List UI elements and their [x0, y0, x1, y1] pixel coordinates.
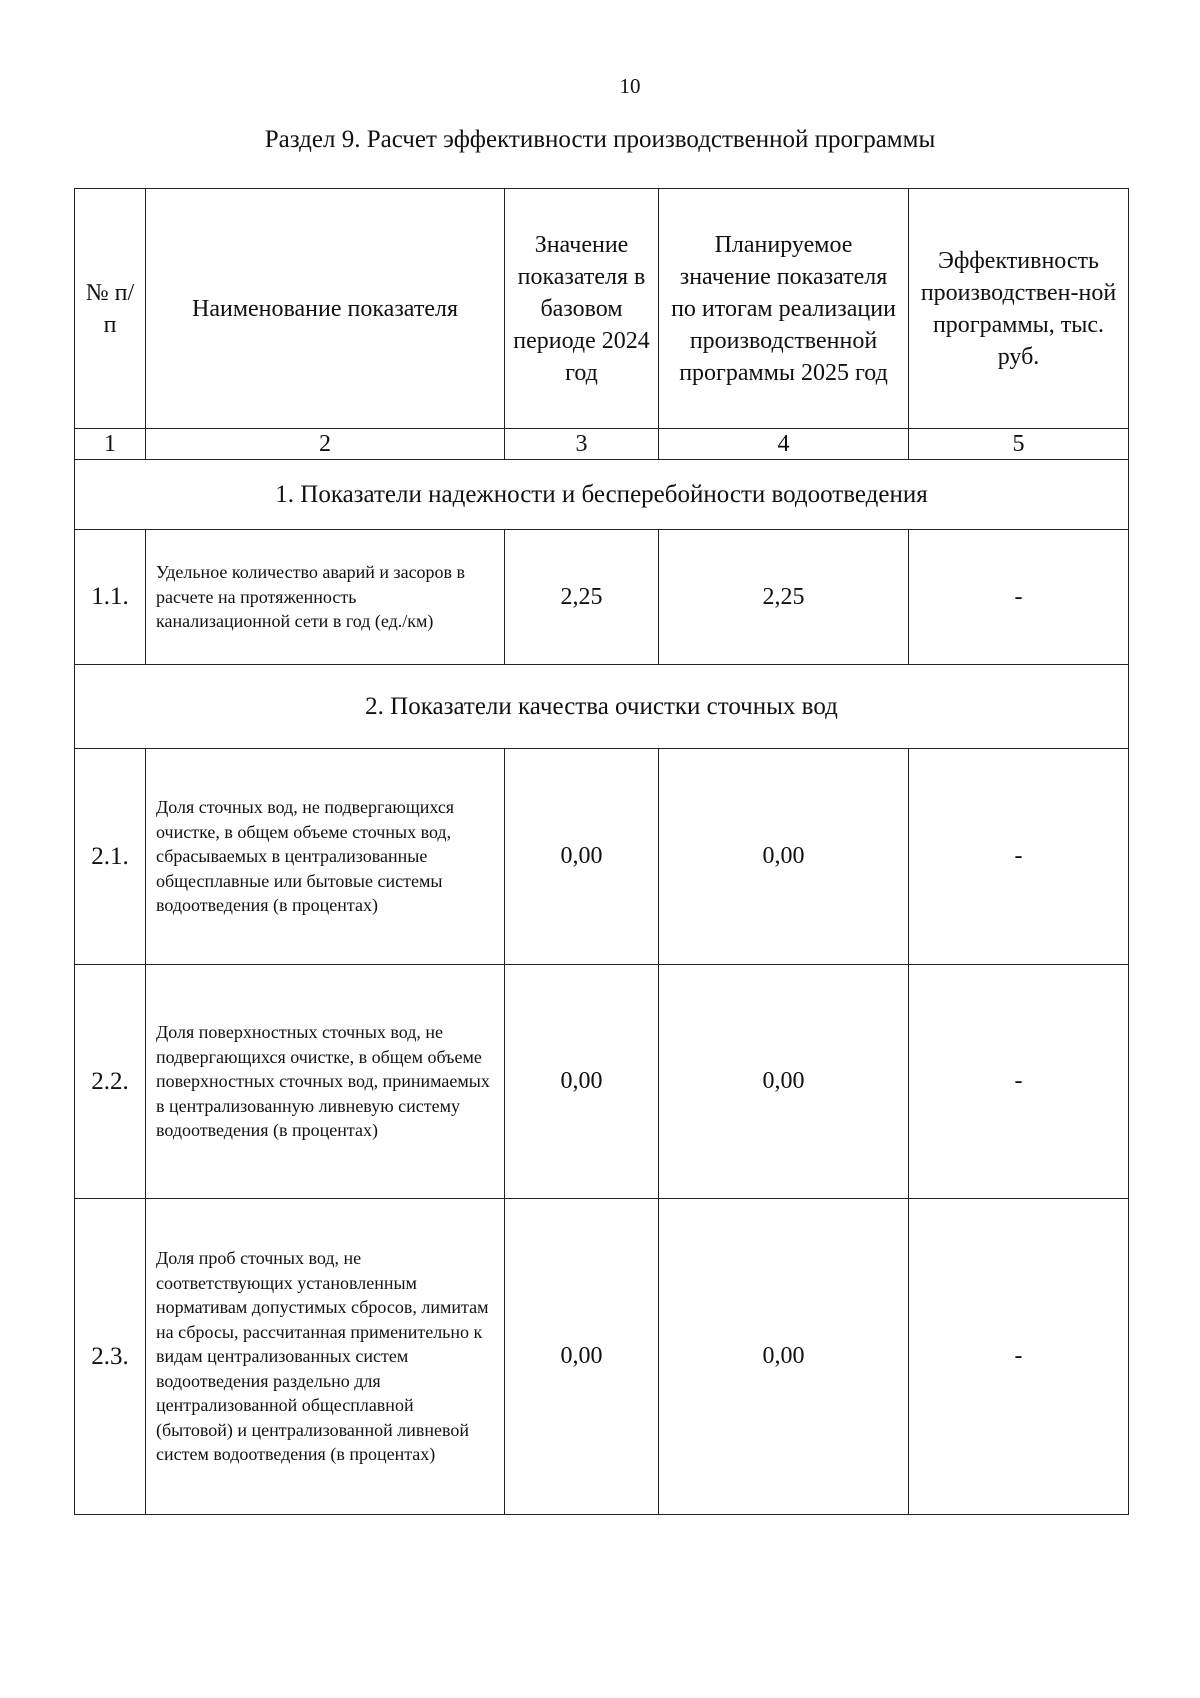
base-value: 2,25	[505, 530, 659, 665]
planned-value: 0,00	[659, 1199, 909, 1515]
column-number: 3	[505, 429, 659, 460]
efficiency-value: -	[909, 1199, 1129, 1515]
header-base-value: Значение показателя в базовом периоде 2024 год	[505, 189, 659, 429]
indicator-name: Удельное количество аварий и засоров в расчете на протяженность канализационной сети в год (ед./км)	[146, 530, 505, 665]
table-row	[75, 1199, 1129, 1515]
indicator-name: Доля сточных вод, не подвергающихся очистке, в общем объеме сточных вод, сбрасываемых в централизованные общесплавные или бытовые системы водоотведения (в процентах)	[146, 749, 505, 965]
row-index: 2.2.	[75, 965, 146, 1199]
header-efficiency: Эффективность производствен-ной программы, тыс. руб.	[909, 189, 1129, 429]
planned-value: 0,00	[659, 965, 909, 1199]
base-value: 0,00	[505, 1199, 659, 1515]
efficiency-value: -	[909, 965, 1129, 1199]
indicator-name: Доля проб сточных вод, не соответствующих установленным нормативам допустимых сбросов, лимитам на сбросы, рассчитанная применительно к видам централизованных систем водоотведения раздельно для централизованной общесплавной (бытовой) и централизованной ливневой систем водоотведения (в процентах)	[146, 1199, 505, 1515]
header-indicator-name: Наименование показателя	[146, 189, 505, 429]
indicator-name: Доля поверхностных сточных вод, не подвергающихся очистке, в общем объеме поверхностных сточных вод, принимаемых в централизованную ливневую систему водоотведения (в процентах)	[146, 965, 505, 1199]
row-index: 1.1.	[75, 530, 146, 665]
table-row	[75, 530, 1129, 665]
header-planned-value: Планируемое значение показателя по итогам реализации производственной программы 2025 год	[659, 189, 909, 429]
base-value: 0,00	[505, 749, 659, 965]
table-header-row	[75, 189, 1129, 429]
efficiency-value: -	[909, 749, 1129, 965]
column-number-row	[75, 429, 1129, 460]
section-title: Раздел 9. Расчет эффективности производственной программы	[264, 126, 936, 153]
page-number: 10	[619, 74, 641, 98]
column-number: 4	[659, 429, 909, 460]
column-number: 2	[146, 429, 505, 460]
header-number: № п/п	[75, 189, 146, 429]
section-heading: 1. Показатели надежности и бесперебойности водоотведения	[75, 460, 1129, 530]
planned-value: 0,00	[659, 749, 909, 965]
base-value: 0,00	[505, 965, 659, 1199]
efficiency-value: -	[909, 530, 1129, 665]
column-number: 1	[75, 429, 146, 460]
planned-value: 2,25	[659, 530, 909, 665]
table-row	[75, 965, 1129, 1199]
section-heading: 2. Показатели качества очистки сточных вод	[75, 665, 1129, 749]
column-number: 5	[909, 429, 1129, 460]
section-heading-row	[75, 460, 1129, 530]
section-heading-row	[75, 665, 1129, 749]
row-index: 2.3.	[75, 1199, 146, 1515]
efficiency-table	[74, 188, 1129, 1515]
table-row	[75, 749, 1129, 965]
row-index: 2.1.	[75, 749, 146, 965]
